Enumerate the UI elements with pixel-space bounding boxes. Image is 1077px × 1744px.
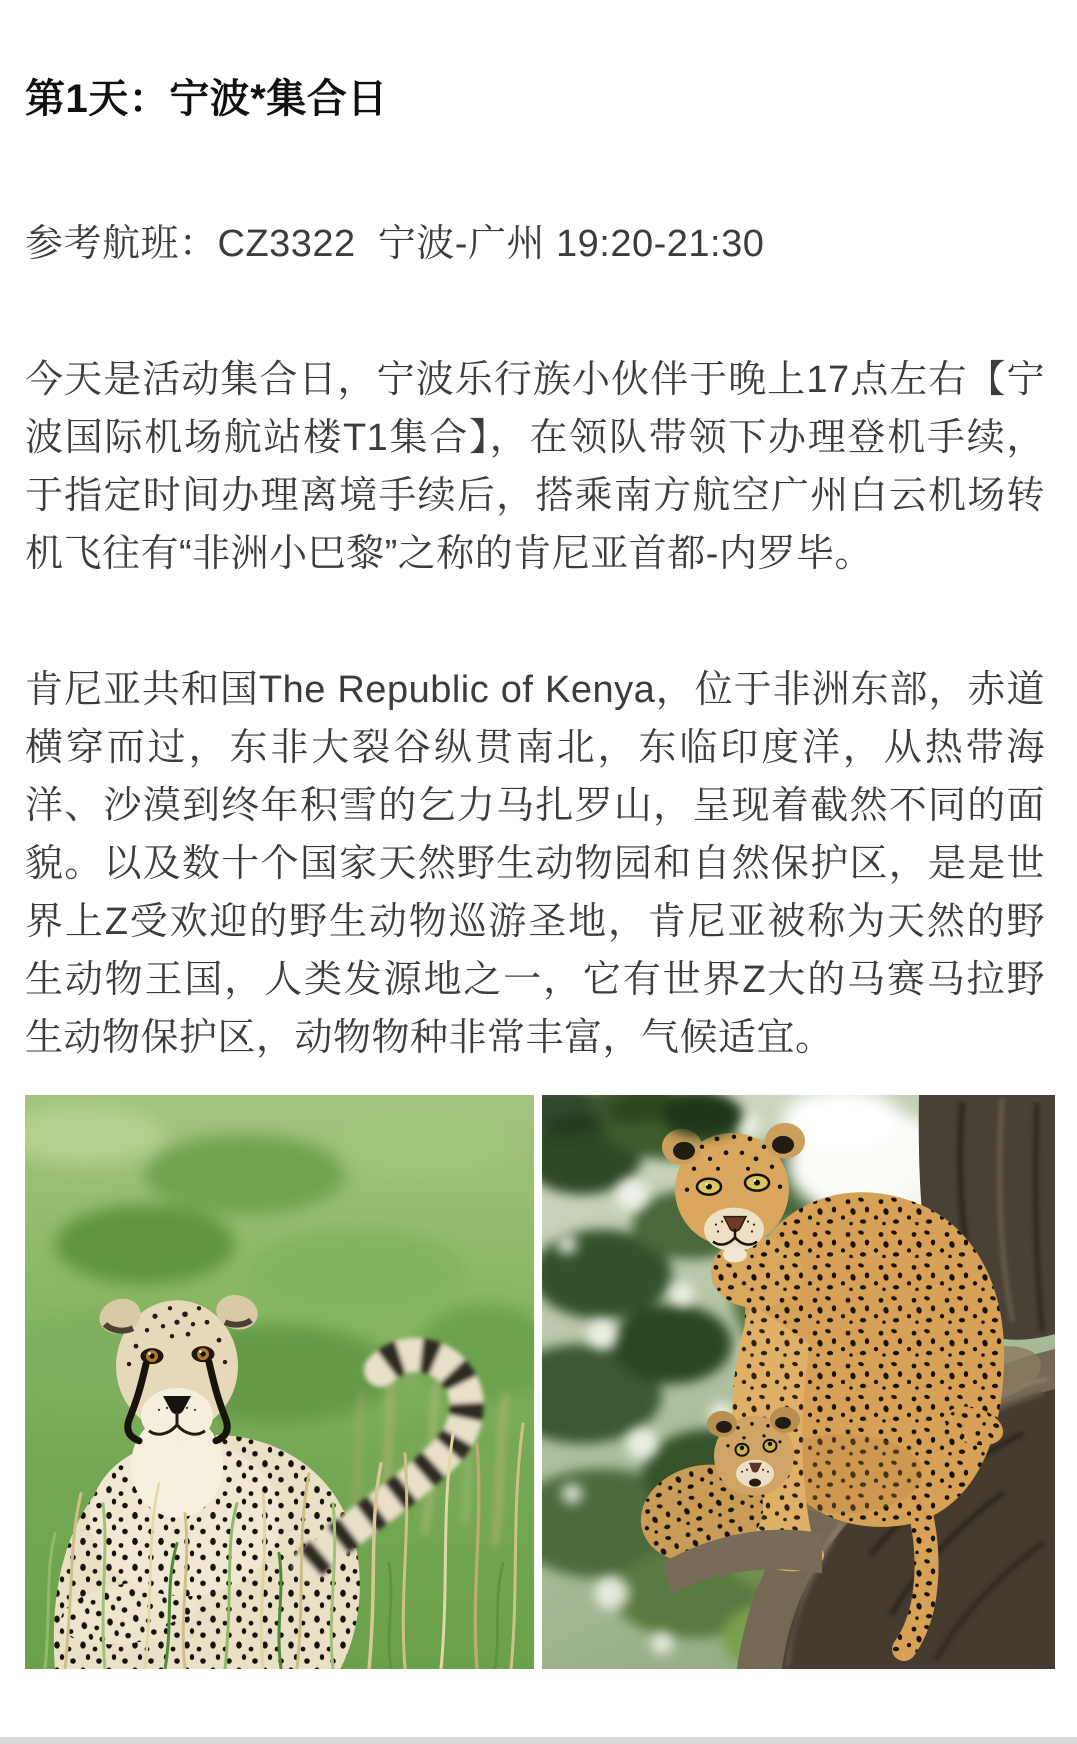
day-heading: 第1天：宁波*集合日 [25,77,388,121]
photo-row [25,1095,1077,1669]
cheetah-illustration [25,1095,534,1669]
bottom-divider [0,1737,1077,1744]
cheetah-photo [25,1095,534,1669]
paragraph-assembly-day: 今天是活动集合日，宁波乐行族小伙伴于晚上17点左右【宁波国际机场航站楼T1集合】，在领队带领下办理登机手续，于指定时间办理离境手续后，搭乘南方航空广州白云机场转机飞往有“非洲小巴黎”之称的肯尼亚首都-内罗毕。 [25,359,1045,575]
itinerary-page [0,75,1077,1744]
leopard-illustration [542,1095,1055,1669]
leopard-photo [542,1095,1055,1669]
flight-info: 参考航班：CZ3322 宁波-广州 19:20-21:30 [25,223,765,265]
paragraph-kenya-intro: 肯尼亚共和国The Republic of Kenya，位于非洲东部，赤道横穿而过，东非大裂谷纵贯南北，东临印度洋，从热带海洋、沙漠到终年积雪的乞力马扎罗山，呈现着截然不同的面貌。以及数十个国家天然野生动物园和自然保护区，是是世界上Z受欢迎的野生动物巡游圣地，肯尼亚被称为天然的野生动物王国，人类发源地之一，它有世界Z大的马赛马拉野生动物保护区，动物物种非常丰富，气候适宜。 [25,669,1045,1059]
